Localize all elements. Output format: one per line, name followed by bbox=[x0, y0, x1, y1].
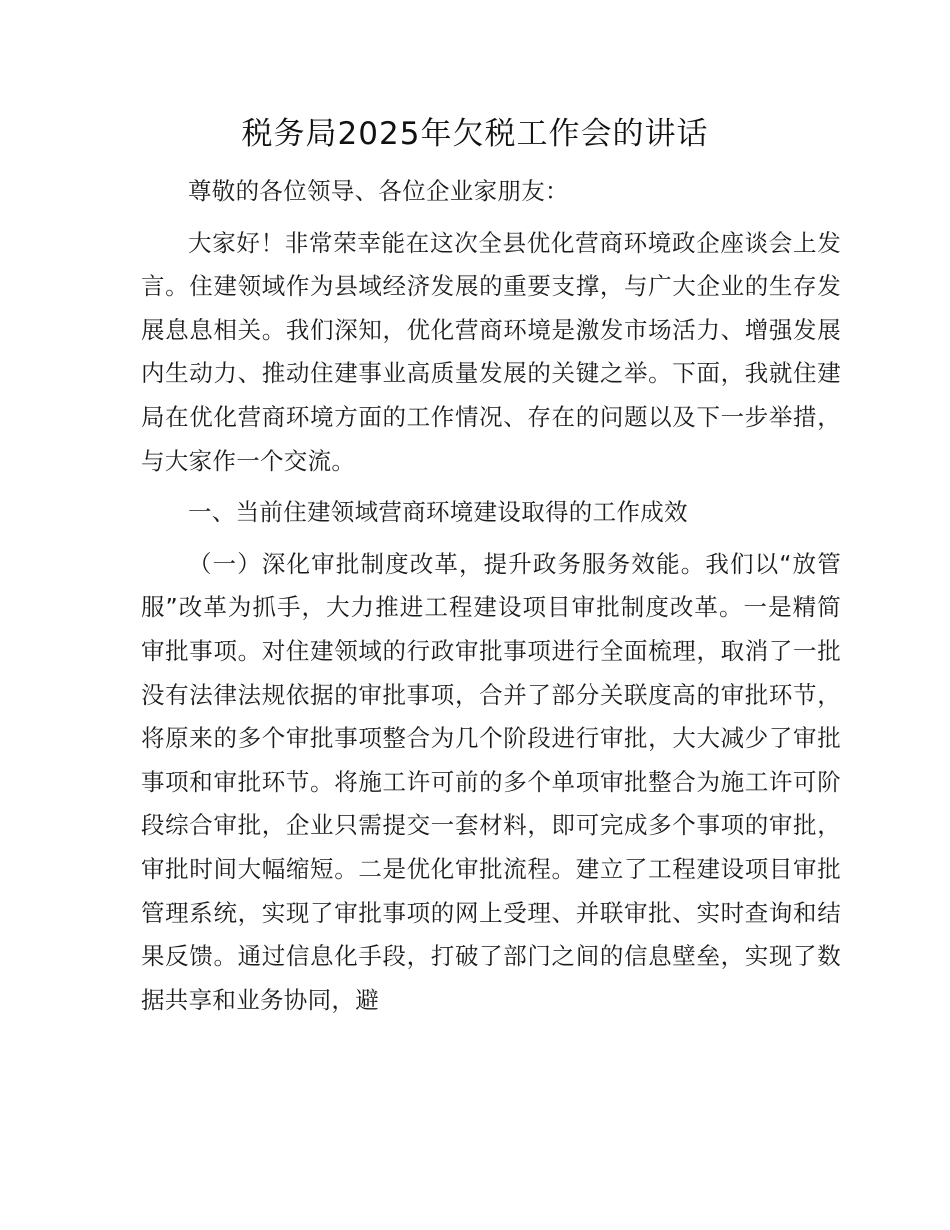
document-title: 税务局2025年欠税工作会的讲话 bbox=[241, 116, 709, 152]
section-heading: 一、当前住建领域营商环境建设取得的工作成效 bbox=[188, 498, 688, 527]
paragraph-subsection-1: （一）深化审批制度改革，提升政务服务效能。我们以“放管服”改革为抓手，大力推进工程建设项目审批制度改革。一是精简审批事项。对住建领域的行政审批事项进行全面梳理，取消了一批没有法律法规依据的审批事项，合并了部分关联度高的审批环节，将原来的多个审批事项整合为几个阶段进行审批，大大减少了审批事项和审批环节。将施工许可前的多个单项审批整合为施工许可阶段综合审批，企业只需提交一套材料，即可完成多个事项的审批，审批时间大幅缩短。二是优化审批流程。建立了工程建设项目审批管理系统，实现了审批事项的网上受理、并联审批、实时查询和结果反馈。通过信息化手段，打破了部门之间的信息壁垒，实现了数据共享和业务协同，避 bbox=[141, 549, 841, 1014]
document-body bbox=[141, 170, 841, 1030]
salutation: 尊敬的各位领导、各位企业家朋友： bbox=[188, 177, 569, 205]
paragraph-opening: 大家好！非常荣幸能在这次全县优化营商环境政企座谈会上发言。住建领域作为县域经济发展的重要支撑，与广大企业的生存发展息息相关。我们深知，优化营商环境是激发市场活力、增强发展内生动力、推动住建事业高质量发展的关键之举。下面，我就住建局在优化营商环境方面的工作情况、存在的问题以及下一步举措，与大家作一个交流。 bbox=[141, 228, 841, 475]
